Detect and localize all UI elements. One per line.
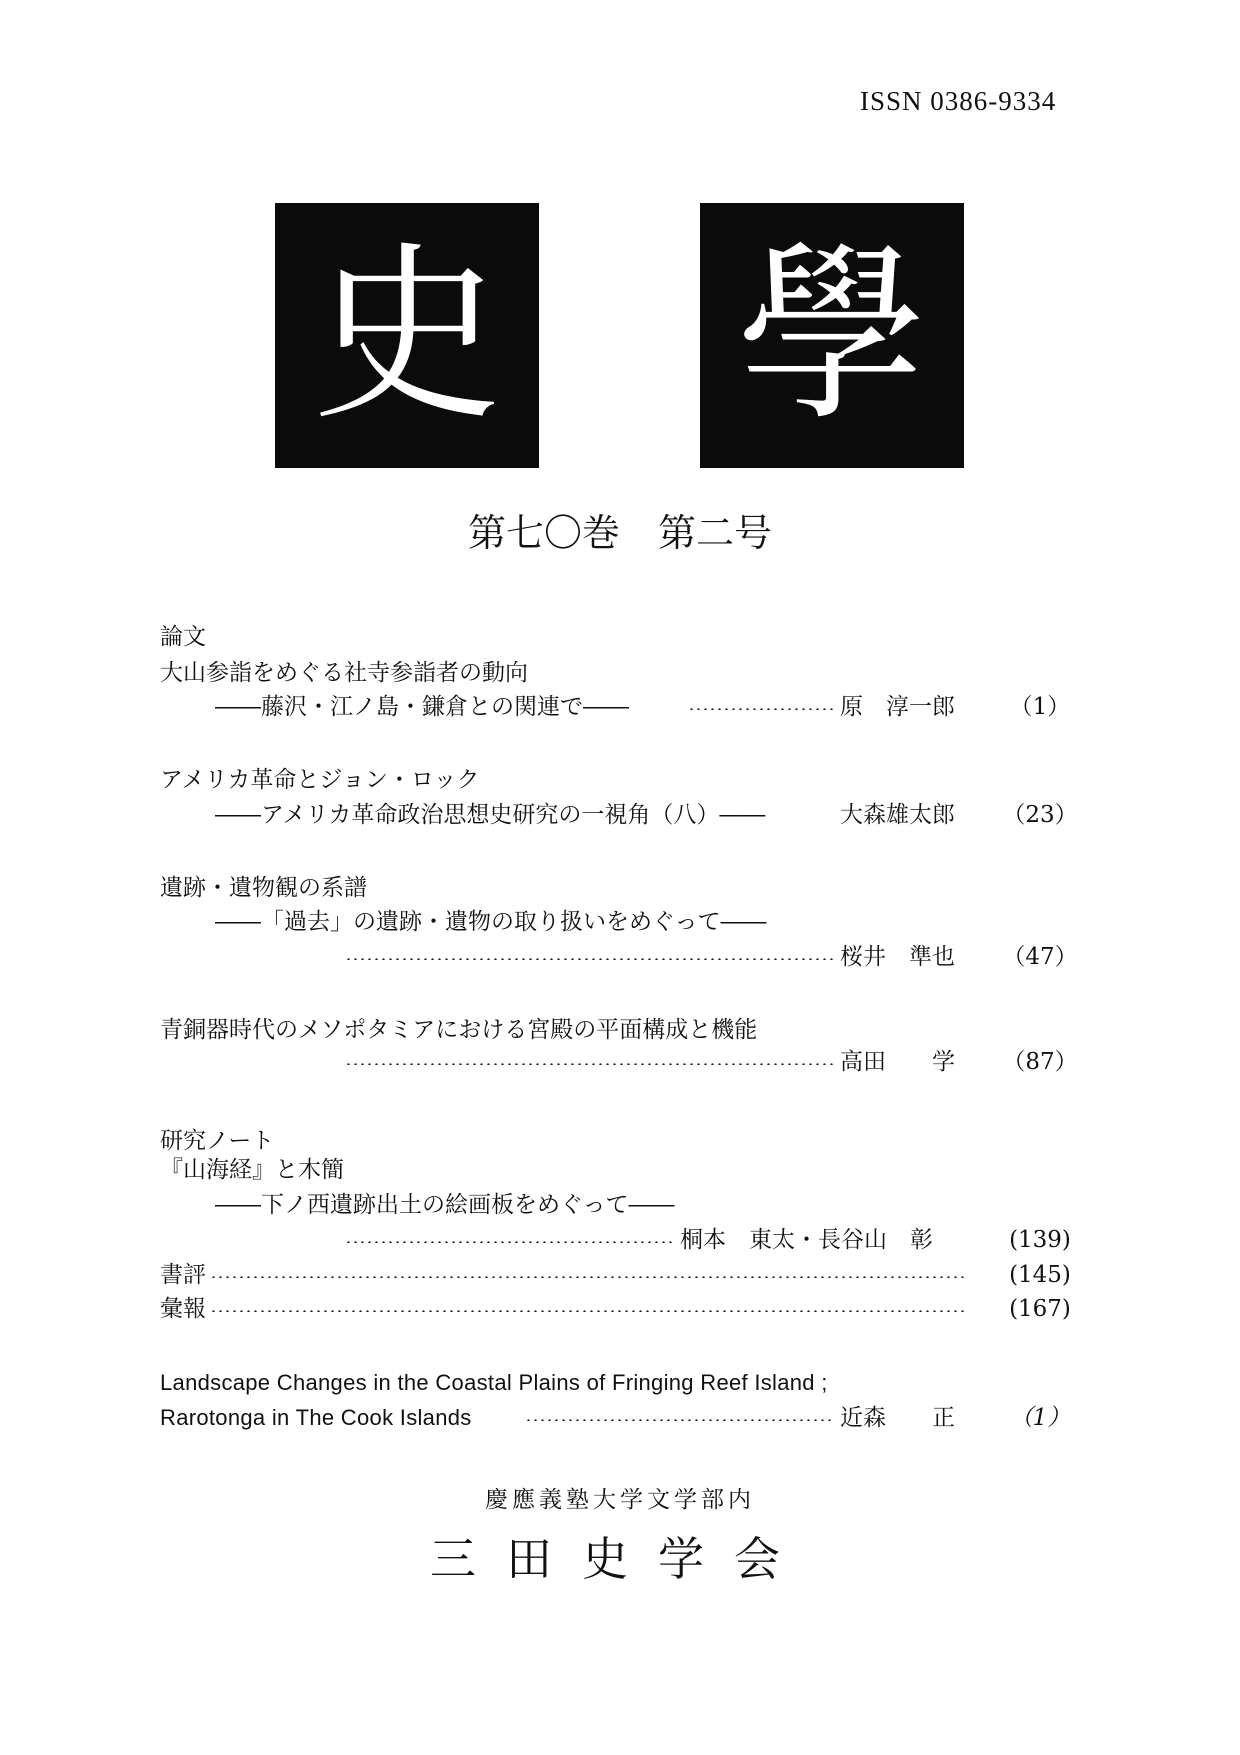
english-article-title-line1: Landscape Changes in the Coastal Plains of Fringing Reef Island ;: [160, 1370, 828, 1395]
leader-dots: [345, 1241, 675, 1243]
publisher-name: 三田史学会: [430, 1532, 810, 1586]
article-title: 青銅器時代のメソポタミアにおける宮殿の平面構成と機能: [160, 1017, 758, 1043]
english-article-author: 近森 正: [840, 1405, 955, 1431]
english-article-title-line2: Rarotonga in The Cook Islands: [160, 1405, 472, 1430]
article-page: （87）: [1002, 1049, 1078, 1075]
note-title: 『山海経』と木簡: [160, 1157, 344, 1183]
book-reviews-page: (145): [1009, 1262, 1071, 1288]
english-article-page: （1）: [1009, 1405, 1071, 1431]
title-character-gaku: 學: [700, 203, 964, 468]
publisher-affiliation: 慶應義塾大学文学部内: [485, 1487, 755, 1513]
research-notes-heading: 研究ノート: [160, 1128, 275, 1154]
article-subtitle: ――藤沢・江ノ島・鎌倉との関連で――: [215, 694, 629, 720]
issn-number: ISSN 0386-9334: [860, 86, 1057, 116]
reports-page: (167): [1009, 1296, 1071, 1322]
note-subtitle: ――下ノ西遺跡出土の絵画板をめぐって――: [215, 1192, 675, 1218]
leader-dots: [525, 1419, 835, 1421]
article-author: 高田 学: [840, 1049, 955, 1075]
article-page: （47）: [1002, 944, 1078, 970]
article-author: 桜井 準也: [840, 944, 955, 970]
article-page: （23）: [1002, 802, 1078, 828]
article-title: 大山参詣をめぐる社寺参詣者の動向: [160, 660, 528, 686]
title-character-shi: 史: [275, 203, 539, 468]
leader-dots: [345, 1063, 835, 1065]
leader-dots: [345, 958, 835, 960]
article-author: 大森雄太郎: [840, 802, 955, 828]
article-author: 原 淳一郎: [840, 694, 955, 720]
leader-dots: [210, 1276, 965, 1278]
article-subtitle: ――「過去」の遺跡・遺物の取り扱いをめぐって――: [215, 909, 767, 935]
article-page: （1）: [1009, 694, 1071, 720]
volume-number: 第七〇巻 第二号: [467, 511, 772, 555]
article-subtitle: ――アメリカ革命政治思想史研究の一視角（八）――: [215, 802, 766, 828]
article-title: アメリカ革命とジョン・ロック: [160, 767, 480, 793]
book-reviews-label: 書評: [160, 1262, 206, 1288]
articles-heading: 論文: [160, 624, 206, 650]
leader-dots: [688, 708, 836, 710]
note-page: (139): [1009, 1227, 1071, 1253]
article-title: 遺跡・遺物観の系譜: [160, 875, 367, 901]
reports-label: 彙報: [160, 1296, 206, 1322]
leader-dots: [210, 1310, 965, 1312]
note-author: 桐本 東太・長谷山 彰: [680, 1227, 933, 1253]
